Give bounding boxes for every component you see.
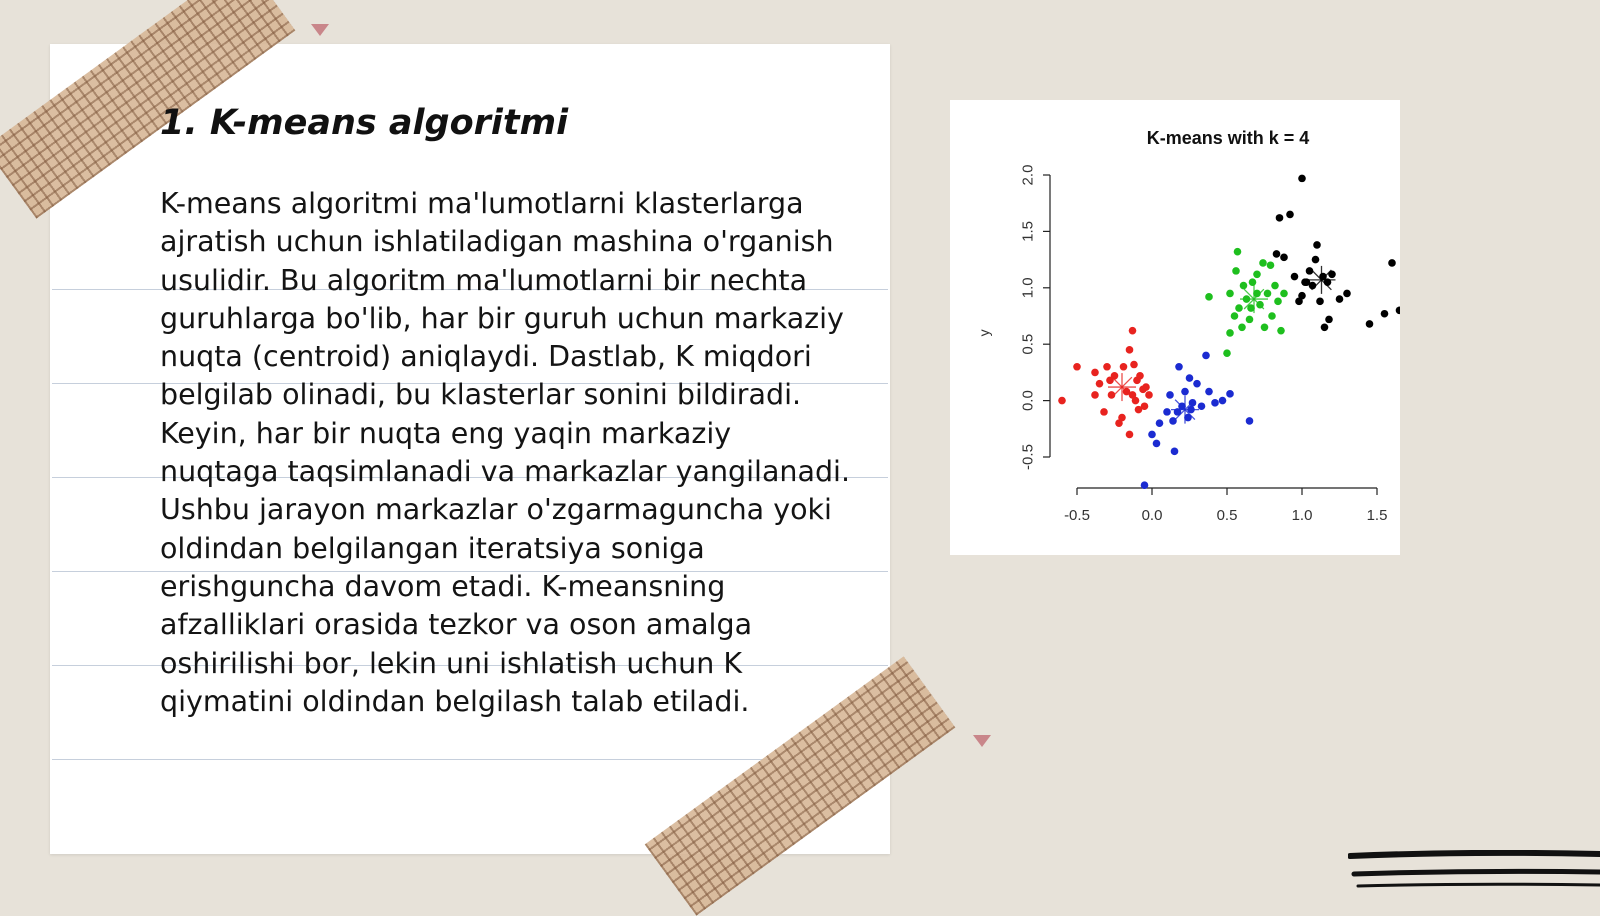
centroid-marker (1240, 285, 1268, 313)
data-point (1336, 295, 1344, 303)
decorative-lines (1348, 850, 1600, 900)
data-point (1193, 380, 1201, 388)
data-point (1091, 391, 1099, 399)
data-point (1100, 408, 1108, 416)
x-tick-label: 1.0 (1291, 507, 1313, 524)
data-point (1286, 211, 1294, 219)
data-point (1313, 241, 1321, 249)
y-tick-label: 0.5 (1019, 333, 1037, 355)
data-point (1111, 372, 1119, 380)
data-point (1291, 273, 1299, 281)
data-point (1366, 320, 1374, 328)
data-point (1235, 304, 1243, 312)
data-point (1148, 431, 1156, 439)
chart-title: K-means with k = 4 (1146, 128, 1310, 148)
data-point (1298, 175, 1306, 183)
data-point (1381, 310, 1389, 318)
data-point (1343, 290, 1351, 298)
data-point (1277, 327, 1285, 335)
data-point (1219, 397, 1227, 405)
data-point (1259, 259, 1267, 267)
data-point (1186, 374, 1194, 382)
data-point (1316, 298, 1324, 306)
data-point (1103, 363, 1111, 371)
data-point (1202, 352, 1210, 360)
data-point (1096, 380, 1104, 388)
data-point (1130, 361, 1138, 369)
data-point (1240, 282, 1248, 290)
data-point (1126, 431, 1134, 439)
y-tick-label: 1.5 (1019, 220, 1037, 242)
y-tick-label: -0.5 (1019, 444, 1037, 470)
data-point (1198, 402, 1206, 410)
data-point (1388, 259, 1396, 267)
data-point (1129, 327, 1137, 335)
data-point (1396, 307, 1400, 315)
data-point (1073, 363, 1081, 371)
data-point (1136, 372, 1144, 380)
y-axis-label: y (976, 329, 992, 337)
centroid-marker (1108, 373, 1136, 401)
data-point (1312, 256, 1320, 264)
data-point (1231, 312, 1239, 320)
data-point (1249, 278, 1257, 286)
data-point (1171, 448, 1179, 456)
data-point (1223, 349, 1231, 357)
centroid-marker (1171, 396, 1199, 424)
x-tick-label: -0.5 (1064, 507, 1090, 524)
y-tick-label: 1.0 (1019, 277, 1037, 299)
data-point (1267, 261, 1275, 269)
data-point (1226, 329, 1234, 337)
data-point (1273, 250, 1281, 258)
x-tick-label: 1.5 (1366, 507, 1388, 524)
x-tick-label: 0.0 (1141, 507, 1163, 524)
data-point (1321, 323, 1329, 331)
data-point (1091, 369, 1099, 377)
data-point (1058, 397, 1066, 405)
tape-tip-icon (311, 24, 329, 36)
y-tick-label: 2.0 (1019, 164, 1037, 186)
data-point (1268, 312, 1276, 320)
data-point (1211, 399, 1219, 407)
data-point (1280, 254, 1288, 262)
y-tick-label: 0.0 (1019, 390, 1037, 412)
data-point (1156, 419, 1164, 427)
data-point (1271, 282, 1279, 290)
data-point (1145, 391, 1153, 399)
data-point (1264, 290, 1272, 298)
data-point (1166, 391, 1174, 399)
data-points (1058, 175, 1400, 489)
data-point (1238, 323, 1246, 331)
centroid-marker (1308, 266, 1336, 294)
data-point (1153, 440, 1161, 448)
data-point (1253, 270, 1261, 278)
data-point (1205, 388, 1213, 396)
data-point (1175, 363, 1183, 371)
body-text: K-means algoritmi ma'lumotlarni klasterlarga ajratish uchun ishlatiladigan mashina o'rganish usulidir. Bu algoritm ma'lumotlarni bir nechta guruhlarga bo'lib, har bir guruh uchun markaziy nuqta (centroid) aniqlaydi. Dastlab, K miqdori belgilab olinadi, bu klasterlar sonini bildiradi. Keyin, har bir nuqta eng yaqin markaziy nuqtaga taqsimlanadi va markazlar yangilanadi. Ushbu jarayon markazlar o'zgarmaguncha yoki oldindan belgilangan iteratsiya soniga erishguncha davom etadi. K-meansning afzalliklari orasida tezkor va oson amalga oshirilishi bor, lekin uni ishlatish uchun K qiymatini oldindan belgilash talab etiladi. (160, 187, 851, 718)
data-point (1141, 481, 1149, 489)
data-point (1120, 363, 1128, 371)
data-point (1141, 402, 1149, 410)
data-point (1246, 417, 1254, 425)
data-point (1126, 346, 1134, 354)
data-point (1142, 383, 1150, 391)
data-point (1181, 388, 1189, 396)
x-tick-label: 0.5 (1216, 507, 1238, 524)
data-point (1232, 267, 1240, 275)
data-point (1234, 248, 1242, 256)
kmeans-chart (950, 100, 1400, 555)
data-point (1246, 316, 1254, 324)
data-point (1226, 390, 1234, 398)
data-point (1298, 292, 1306, 300)
tape-tip-icon (973, 735, 991, 747)
data-point (1261, 323, 1269, 331)
data-point (1325, 316, 1333, 324)
data-point (1226, 290, 1234, 298)
data-point (1205, 293, 1213, 301)
data-point (1274, 298, 1282, 306)
scatter-plot (950, 100, 1400, 555)
data-point (1118, 414, 1126, 422)
data-point (1280, 290, 1288, 298)
slide-title: 1. K-means algoritmi (160, 103, 569, 143)
axes (976, 165, 1387, 524)
data-point (1276, 214, 1284, 222)
data-point (1163, 408, 1171, 416)
